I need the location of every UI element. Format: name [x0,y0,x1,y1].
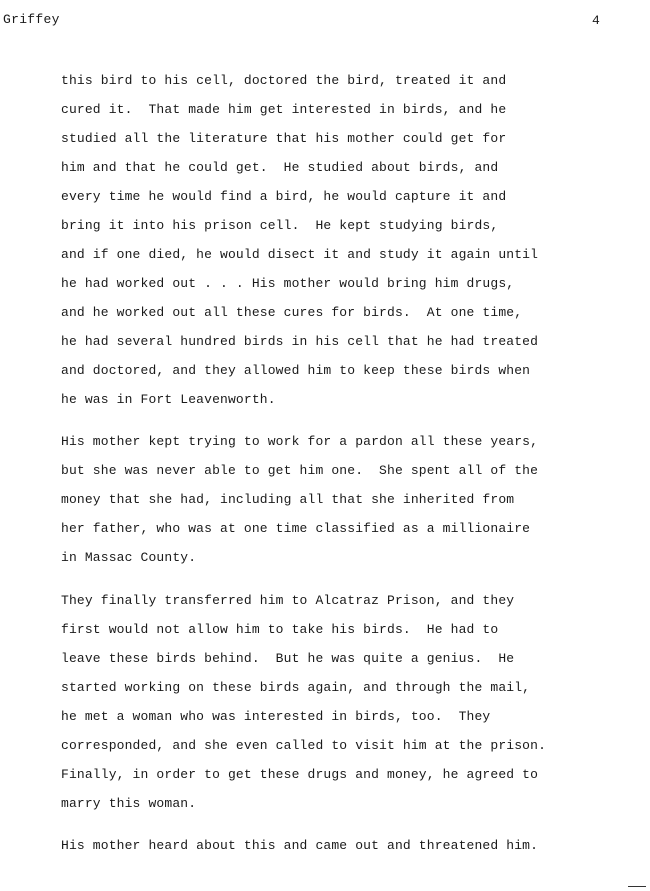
text-line: but she was never able to get him one. She spent all of the [61,463,539,478]
text-line: every time he would find a bird, he would capture it and [61,189,507,204]
paragraph-2 [61,427,538,572]
paragraph-3 [61,586,546,818]
paragraph-1 [61,66,538,414]
page-number: 4 [592,13,600,28]
text-line: studied all the literature that his mother could get for [61,131,507,146]
text-line: cured it. That made him get interested in birds, and he [61,102,507,117]
paragraph-4 [61,831,538,860]
text-line: first would not allow him to take his birds. He had to [61,622,499,637]
text-line: her father, who was at one time classified as a millionaire [61,521,531,536]
text-line: he was in Fort Leavenworth. [61,392,276,407]
header-author-name: Griffey [3,12,60,27]
text-line: leave these birds behind. But he was quite a genius. He [61,651,515,666]
text-line: in Massac County. [61,550,197,565]
text-line: him and that he could get. He studied about birds, and [61,160,499,175]
text-line: His mother kept trying to work for a pardon all these years, [61,434,539,449]
text-line: They finally transferred him to Alcatraz Prison, and they [61,593,515,608]
text-line: and if one died, he would disect it and study it again until [61,247,539,262]
text-line: he met a woman who was interested in birds, too. They [61,709,491,724]
text-line: and he worked out all these cures for birds. At one time, [61,305,523,320]
text-line: Finally, in order to get these drugs and money, he agreed to [61,767,539,782]
text-line: corresponded, and she even called to visit him at the prison. [61,738,547,753]
text-line: he had worked out . . . His mother would bring him drugs, [61,276,515,291]
text-line: money that she had, including all that she inherited from [61,492,515,507]
text-line: he had several hundred birds in his cell that he had treated [61,334,539,349]
text-line: His mother heard about this and came out and threatened him. [61,838,539,853]
text-line: and doctored, and they allowed him to keep these birds when [61,363,531,378]
text-line: this bird to his cell, doctored the bird, treated it and [61,73,507,88]
scan-edge-mark [628,886,646,887]
text-line: bring it into his prison cell. He kept studying birds, [61,218,499,233]
text-line: marry this woman. [61,796,197,811]
text-line: started working on these birds again, and through the mail, [61,680,531,695]
